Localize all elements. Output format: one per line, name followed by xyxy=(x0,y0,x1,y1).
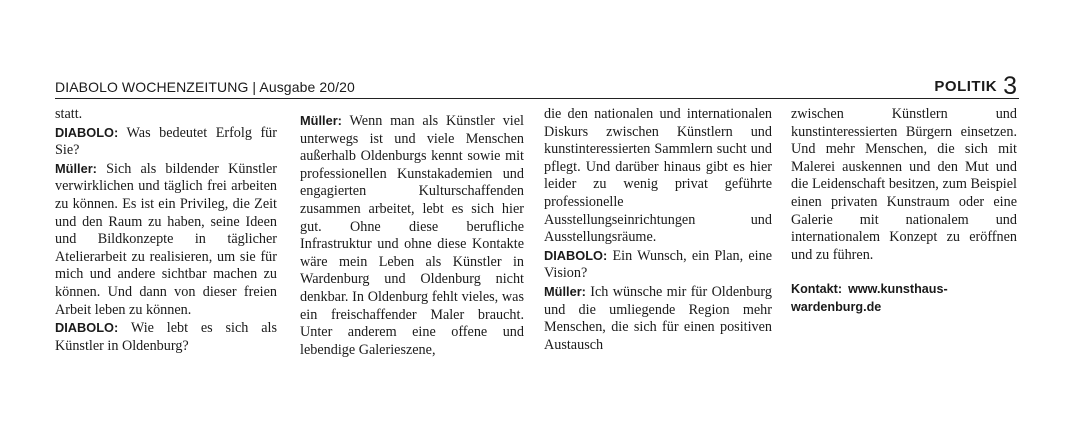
question xyxy=(544,247,772,283)
paragraph-text: Ich wünsche mir für Oldenburg und die umliegende Region mehr Menschen, die sich für einen positiven Austausch xyxy=(544,283,772,353)
paragraph xyxy=(544,106,772,247)
text-column-3 xyxy=(544,106,772,354)
text-column-1 xyxy=(55,106,277,355)
text-column-2 xyxy=(300,112,524,359)
paragraph-text: die den nationalen und internationalen Diskurs zwischen Künstlern und kunstinteressierten Sammlern sucht und pflegt. Und darüber hinaus gibt es hier leider zu wenig privat geführte professionelle Ausstellungseinrichtungen und Ausstellungsräume. xyxy=(544,106,772,246)
text-column-4 xyxy=(791,106,1017,317)
answer xyxy=(544,283,772,354)
paragraph-text: Wie lebt es sich als Künstler in Oldenburg? xyxy=(55,320,277,354)
speaker-diabolo: DIABOLO: xyxy=(55,124,119,140)
paragraph-text: statt. xyxy=(55,106,83,122)
paragraph-text: Wenn man als Künstler viel unterwegs ist und viele Menschen außerhalb Oldenburgs kennt sowie mit professionellen Kunstakademien und engagierten Kulturschaffenden zusammen arbeitet, lebt es sich hier gut. Ohne diese berufliche Infrastruktur und ohne diese Kontakte wäre mein Leben als Künstler in Wardenburg und Oldenburg nicht denkbar. In Oldenburg fehlt vieles, was ein freischaffender Maler braucht. Unter anderem eine offene und lebendige Galerieszene, xyxy=(300,113,524,358)
header-rule xyxy=(55,98,1019,99)
speaker-diabolo: DIABOLO: xyxy=(544,247,608,263)
speaker-mueller: Müller: xyxy=(544,283,586,299)
speaker-mueller: Müller: xyxy=(55,160,97,176)
paragraph-text: Was bedeutet Erfolg für Sie? xyxy=(55,124,277,159)
paragraph xyxy=(791,106,1017,264)
question xyxy=(55,319,277,355)
page-number: 3 xyxy=(1003,72,1017,100)
paragraph-text: Sich als bildender Künstler verwirklichen und täglich frei arbeiten zu können. Es ist ein Privileg, die Zeit und den Raum zu haben, seine Ideen und Bildkonzepte in täglicher Atelierarbeit zu realisieren, um sie für mich und andere sichtbar machen zu können. Und dann von dieser freien Arbeit leben zu können. xyxy=(55,160,277,318)
paragraph-text: zwischen Künstlern und kunstinteressierten Bürgern einsetzen. Und mehr Menschen, die sich mit Malerei auskennen und den Mut und die Leidenschaft besitzen, zum Beispiel einen privaten Kunstraum oder eine Galerie mit nationalem und internationalem Konzept zu eröffnen und zu führen. xyxy=(791,106,1017,263)
paragraph xyxy=(55,106,277,124)
section-title: POLITIK xyxy=(934,78,998,95)
contact-line xyxy=(791,281,1017,316)
answer xyxy=(300,112,524,359)
contact-url[interactable]: www.kunsthaus-wardenburg.de xyxy=(791,282,948,314)
speaker-diabolo: DIABOLO: xyxy=(55,320,119,336)
publication-title: DIABOLO WOCHENZEITUNG | Ausgabe 20/20 xyxy=(55,79,355,95)
question xyxy=(55,124,277,160)
section-header xyxy=(934,72,1017,101)
paragraph-text: Ein Wunsch, ein Plan, eine Vision? xyxy=(544,247,772,282)
answer xyxy=(55,160,277,319)
contact-label: Kontakt: xyxy=(791,282,843,297)
speaker-mueller: Müller: xyxy=(300,113,342,128)
